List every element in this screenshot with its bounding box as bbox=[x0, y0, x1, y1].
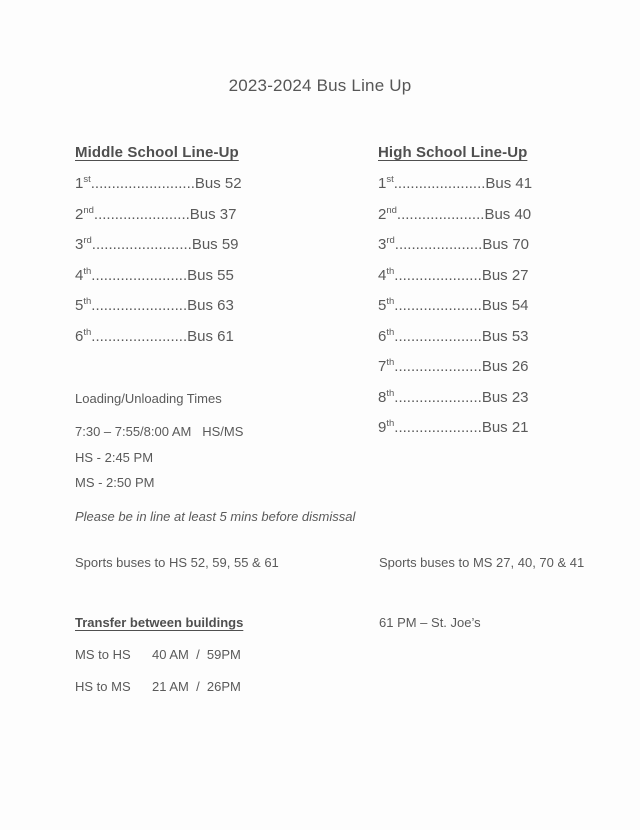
bus-label: Bus 54 bbox=[481, 297, 529, 314]
leader-dots: ..................... bbox=[396, 205, 485, 223]
middle-school-column bbox=[75, 145, 330, 359]
ordinal-suffix: th bbox=[83, 326, 92, 338]
sports-buses-note-ms: Sports buses to HS 52, 59, 55 & 61 bbox=[75, 555, 279, 570]
ordinal: 3 bbox=[378, 236, 387, 253]
leader-dots: ..................... bbox=[394, 297, 482, 314]
bus-label: Bus 70 bbox=[482, 236, 530, 253]
leader-dots: ......................... bbox=[90, 175, 195, 192]
leader-dots: ..................... bbox=[394, 358, 482, 375]
ordinal: 4 bbox=[378, 266, 387, 284]
bus-label: Bus 23 bbox=[481, 388, 529, 406]
leader-dots: ...................... bbox=[393, 175, 486, 192]
ordinal: 6 bbox=[378, 327, 387, 345]
ordinal-suffix: th bbox=[386, 326, 395, 338]
dismissal-note: Please be in line at least 5 mins before dismissal bbox=[75, 508, 356, 524]
sports-buses-note-hs: Sports buses to MS 27, 40, 70 & 41 bbox=[379, 555, 585, 570]
ordinal-suffix: th bbox=[83, 296, 92, 307]
bus-row bbox=[378, 237, 623, 268]
loading-times-section bbox=[75, 392, 405, 524]
bus-row bbox=[75, 265, 330, 299]
leader-dots: ....................... bbox=[93, 205, 190, 223]
ordinal-suffix: st bbox=[386, 174, 394, 185]
ordinal-suffix: th bbox=[386, 357, 395, 368]
leader-dots: ....................... bbox=[91, 266, 188, 284]
leader-dots: ..................... bbox=[394, 236, 483, 253]
transfer-section bbox=[75, 616, 375, 694]
bus-label: Bus 41 bbox=[485, 175, 533, 192]
bus-row bbox=[378, 387, 623, 421]
bus-row bbox=[378, 359, 623, 390]
st-joes-note: 61 PM – St. Joe’s bbox=[379, 615, 481, 630]
leader-dots: ........................ bbox=[91, 236, 192, 253]
leader-dots: ....................... bbox=[91, 327, 188, 345]
bus-row bbox=[378, 298, 623, 329]
bus-row bbox=[378, 265, 623, 299]
ordinal-suffix: th bbox=[386, 418, 395, 429]
ordinal: 2 bbox=[378, 205, 387, 223]
high-school-bus-list bbox=[378, 176, 623, 451]
middle-school-heading: Middle School Line-Up bbox=[75, 144, 239, 161]
ordinal-suffix: rd bbox=[83, 235, 92, 246]
bus-label: Bus 53 bbox=[481, 327, 529, 345]
ordinal-suffix: th bbox=[386, 296, 395, 307]
ordinal: 5 bbox=[378, 297, 387, 314]
bus-row bbox=[75, 326, 330, 360]
ordinal: 5 bbox=[75, 297, 84, 314]
bus-label: Bus 63 bbox=[187, 297, 234, 314]
ordinal-suffix: th bbox=[83, 265, 92, 277]
ordinal: 1 bbox=[378, 175, 387, 192]
bus-row bbox=[378, 204, 623, 238]
ordinal: 8 bbox=[378, 388, 387, 406]
ordinal: 3 bbox=[75, 236, 84, 253]
high-school-heading: High School Line-Up bbox=[378, 144, 528, 161]
bus-label: Bus 40 bbox=[484, 205, 532, 223]
transfer-route: MS to HS bbox=[75, 647, 131, 662]
ordinal: 7 bbox=[378, 358, 387, 375]
ordinal-suffix: nd bbox=[386, 204, 397, 216]
bus-label: Bus 52 bbox=[194, 175, 242, 192]
leader-dots: ..................... bbox=[394, 388, 482, 406]
middle-school-bus-list bbox=[75, 176, 330, 359]
ordinal-suffix: rd bbox=[386, 235, 395, 246]
leader-dots: ..................... bbox=[394, 266, 482, 284]
bus-label: Bus 59 bbox=[191, 236, 239, 253]
bus-row bbox=[378, 176, 623, 207]
bus-label: Bus 37 bbox=[189, 205, 237, 223]
loading-time-line: HS - 2:45 PM bbox=[75, 449, 154, 465]
bus-label: Bus 27 bbox=[481, 266, 529, 284]
ordinal-suffix: nd bbox=[83, 204, 94, 216]
ordinal-suffix: st bbox=[83, 174, 91, 185]
bus-label: Bus 21 bbox=[481, 419, 529, 436]
ordinal: 2 bbox=[75, 205, 84, 223]
leader-dots: ..................... bbox=[394, 327, 482, 345]
bus-row bbox=[75, 176, 330, 207]
page-title: 2023-2024 Bus Line Up bbox=[228, 76, 412, 95]
loading-time-line: MS - 2:50 PM bbox=[75, 475, 155, 490]
ordinal: 1 bbox=[75, 175, 84, 192]
leader-dots: ....................... bbox=[91, 297, 188, 314]
ordinal-suffix: th bbox=[386, 265, 395, 277]
transfer-row bbox=[75, 648, 375, 662]
bus-row bbox=[75, 237, 330, 268]
bus-row bbox=[378, 326, 623, 360]
bus-label: Bus 61 bbox=[187, 327, 234, 345]
transfer-times: 21 AM / 26PM bbox=[152, 679, 241, 694]
bus-row bbox=[75, 204, 330, 238]
bus-row bbox=[75, 298, 330, 329]
ordinal: 6 bbox=[75, 327, 84, 345]
bus-row bbox=[378, 420, 623, 451]
transfer-heading: Transfer between buildings bbox=[75, 615, 244, 630]
ordinal-suffix: th bbox=[386, 387, 395, 399]
bus-label: Bus 55 bbox=[187, 266, 234, 284]
transfer-route: HS to MS bbox=[75, 679, 131, 694]
loading-times-lines bbox=[75, 425, 405, 502]
high-school-column bbox=[378, 145, 623, 451]
transfer-row bbox=[75, 680, 375, 694]
loading-time-line: 7:30 – 7:55/8:00 AM HS/MS bbox=[75, 424, 244, 439]
bus-label: Bus 26 bbox=[481, 358, 529, 375]
ordinal: 9 bbox=[378, 419, 387, 436]
ordinal: 4 bbox=[75, 266, 84, 284]
loading-times-heading: Loading/Unloading Times bbox=[75, 391, 222, 406]
transfer-times: 40 AM / 59PM bbox=[152, 647, 241, 662]
leader-dots: ..................... bbox=[394, 419, 482, 436]
